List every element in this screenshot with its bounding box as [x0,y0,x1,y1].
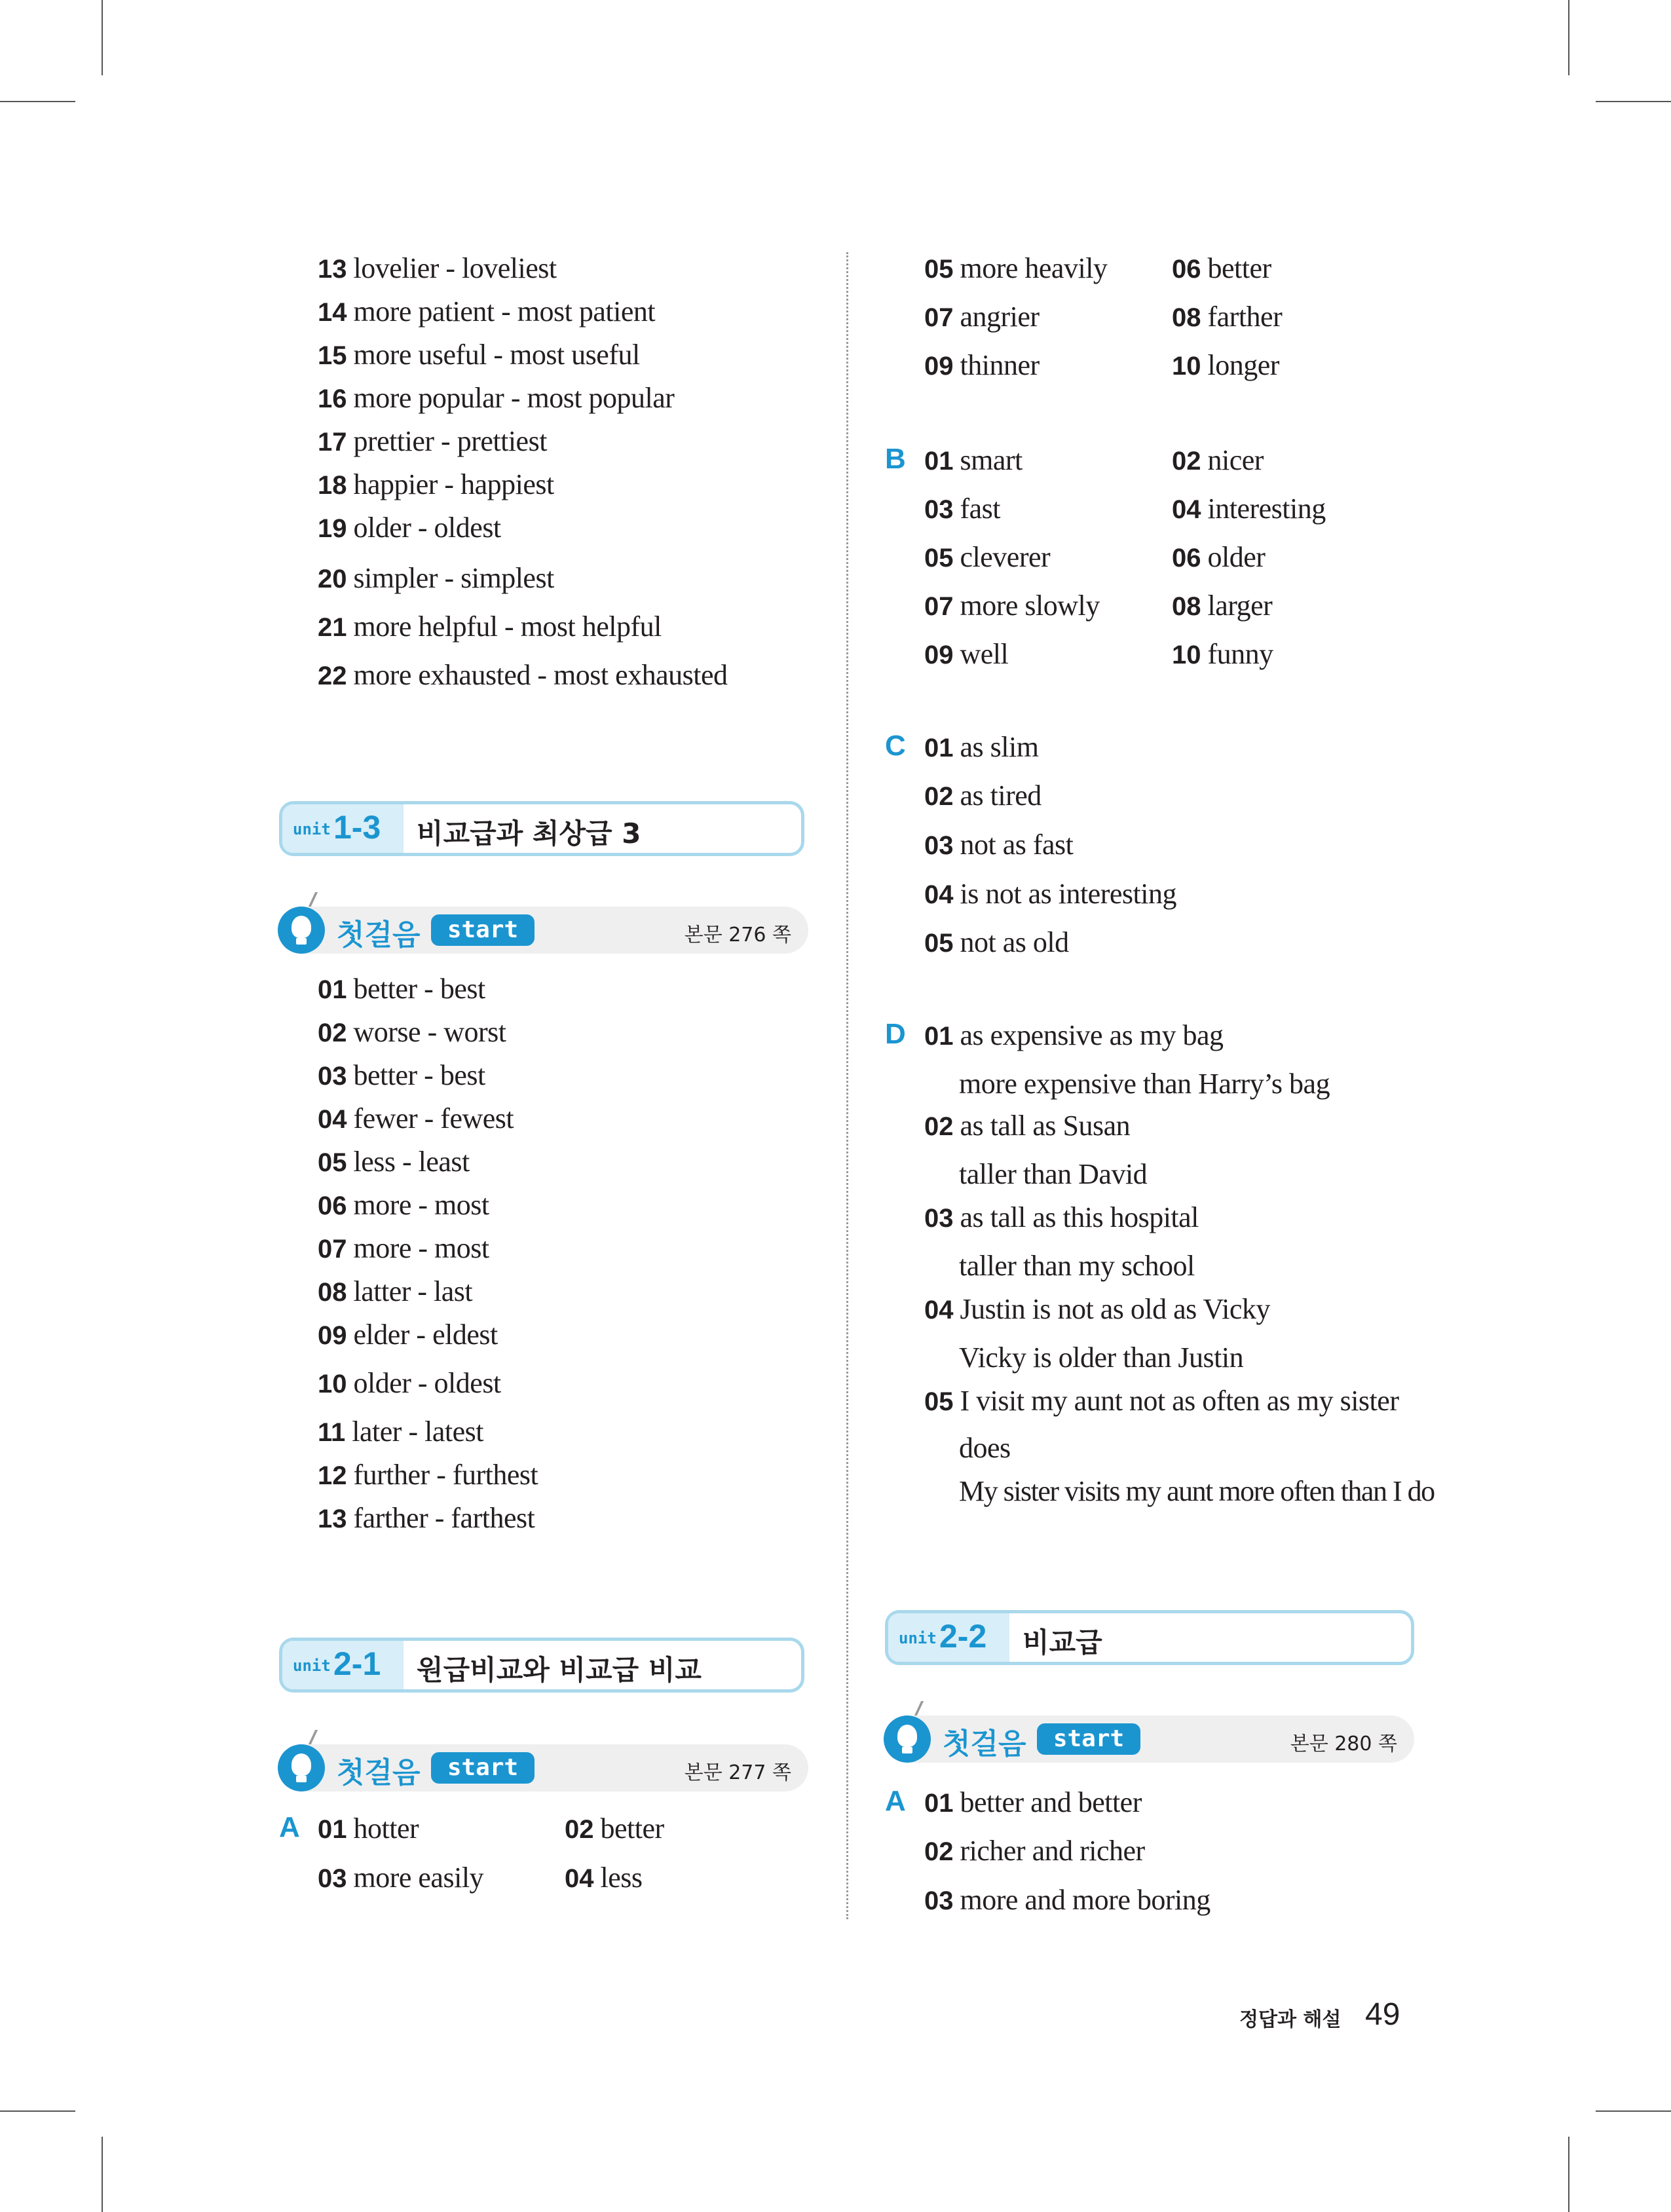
crop-mark [102,2137,103,2212]
list-item: 02 worse - worst [318,1016,506,1048]
list-item: 03 as tall as this hospital [924,1201,1199,1233]
unit-title: 원급비교와 비교급 비교 [417,1654,702,1686]
crop-mark [1596,101,1671,102]
unit-label: unit [293,1657,331,1675]
list-item: 04 fewer - fewest [318,1102,514,1134]
start-bar [885,1715,1414,1763]
page-reference: 본문 280 쪽 [1290,1733,1397,1755]
list-item: 02 nicer [1172,444,1264,476]
crop-mark [1568,0,1569,75]
list-item-continuation: more expensive than Harry’s bag [959,1068,1330,1100]
crop-mark [102,0,103,75]
list-item: 07 more slowly [924,590,1100,622]
list-item: 05 I visit my aunt not as often as my sister [924,1385,1399,1417]
section-letter: A [885,1785,906,1817]
list-item: 01 as slim [924,731,1039,763]
unit-header-2-2 [885,1610,1414,1665]
list-item: 05 cleverer [924,541,1051,573]
list-item: 18 happier - happiest [318,468,554,500]
list-item-continuation: My sister visits my aunt more often than I do [959,1475,1435,1507]
list-item: 04 less [565,1862,643,1894]
list-item: 04 is not as interesting [924,878,1176,910]
start-label-kr: 첫걸음 [337,918,421,952]
list-item: 15 more useful - most useful [318,339,640,371]
list-item: 13 farther - farthest [318,1502,535,1534]
section-letter: C [885,730,906,762]
unit-label: unit [293,820,331,838]
footer-label: 정답과 해설 [1239,2008,1342,2031]
list-item: 06 older [1172,541,1266,573]
list-item: 09 elder - eldest [318,1319,498,1351]
list-item: 06 more - most [318,1189,489,1221]
list-item: 07 angrier [924,301,1040,333]
list-item: 02 as tall as Susan [924,1110,1131,1142]
start-label-kr: 첫걸음 [943,1727,1026,1761]
crop-mark [1568,2137,1569,2212]
list-item: 01 hotter [318,1812,419,1845]
start-badge: start [1037,1723,1140,1755]
column-divider [846,252,848,1919]
list-item: 01 as expensive as my bag [924,1019,1224,1051]
list-item: 16 more popular - most popular [318,382,675,414]
list-item: 20 simpler - simplest [318,562,554,594]
section-letter: D [885,1018,906,1050]
list-item-continuation: does [959,1432,1011,1464]
crop-mark [1596,2110,1671,2112]
list-item: 01 smart [924,444,1023,476]
list-item: 05 less - least [318,1146,470,1178]
list-item: 22 more exhausted - most exhausted [318,659,728,691]
unit-title: 비교급과 최상급 3 [417,817,641,850]
page-reference: 본문 276 쪽 [684,924,791,947]
list-item: 10 funny [1172,638,1273,670]
unit-header-1-3 [279,801,804,856]
list-item: 03 fast [924,493,1001,525]
list-item-continuation: taller than David [959,1158,1148,1190]
unit-number: 2-2 [939,1618,987,1655]
list-item-continuation: taller than my school [959,1250,1195,1282]
start-bar [279,907,808,954]
crop-mark [0,101,75,102]
section-letter: A [279,1811,300,1843]
page-reference: 본문 277 쪽 [684,1761,791,1784]
list-item: 02 as tired [924,779,1042,812]
list-item: 01 better and better [924,1786,1142,1818]
page-number: 49 [1365,1997,1400,2032]
start-bar [279,1744,808,1791]
start-label-kr: 첫걸음 [337,1756,421,1790]
list-item: 08 farther [1172,301,1283,333]
section-letter: B [885,443,906,475]
list-item: 21 more helpful - most helpful [318,610,662,643]
unit-number: 2-1 [333,1645,381,1682]
list-item: 05 more heavily [924,252,1108,284]
list-item: 19 older - oldest [318,512,501,544]
list-item: 01 better - best [318,973,485,1005]
crop-mark [0,2110,75,2112]
list-item: 09 well [924,638,1009,670]
list-item: 17 prettier - prettiest [318,425,547,457]
unit-number: 1-3 [333,809,381,846]
unit-title: 비교급 [1023,1626,1102,1659]
list-item: 06 better [1172,252,1271,284]
list-item: 10 longer [1172,349,1279,381]
list-item: 10 older - oldest [318,1367,501,1399]
list-item: 11 later - latest [318,1415,483,1448]
list-item: 02 richer and richer [924,1835,1145,1867]
list-item: 14 more patient - most patient [318,295,656,328]
list-item: 03 more and more boring [924,1884,1211,1916]
list-item: 07 more - most [318,1232,489,1264]
list-item: 05 not as old [924,926,1069,958]
start-badge: start [431,914,535,946]
list-item: 02 better [565,1812,664,1845]
lightbulb-icon [278,907,325,954]
unit-label: unit [899,1629,937,1647]
list-item: 04 interesting [1172,493,1326,525]
list-item: 03 better - best [318,1059,485,1091]
start-badge: start [431,1752,535,1784]
list-item: 03 not as fast [924,829,1074,861]
lightbulb-icon [278,1744,325,1791]
list-item-continuation: Vicky is older than Justin [959,1341,1244,1374]
list-item: 04 Justin is not as old as Vicky [924,1293,1270,1325]
list-item: 08 latter - last [318,1275,473,1307]
list-item: 08 larger [1172,590,1273,622]
lightbulb-icon [884,1715,931,1763]
list-item: 09 thinner [924,349,1040,381]
list-item: 12 further - furthest [318,1459,538,1491]
list-item: 03 more easily [318,1862,484,1894]
list-item: 13 lovelier - loveliest [318,252,557,284]
unit-header-2-1 [279,1638,804,1693]
